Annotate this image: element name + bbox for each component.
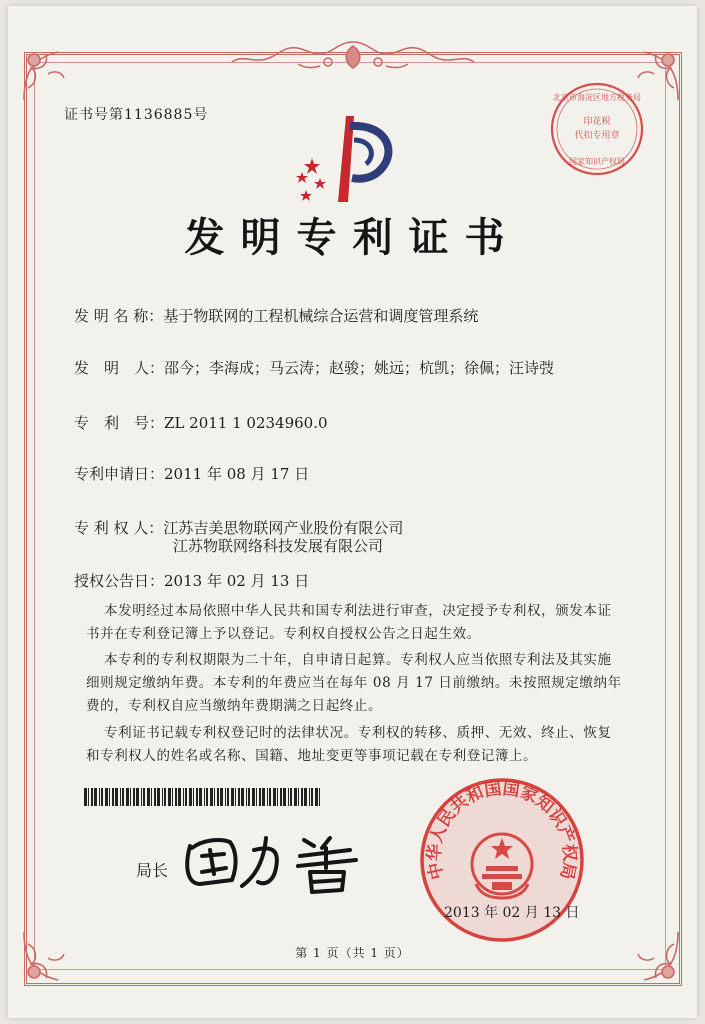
director-label: 局长	[136, 861, 169, 880]
patent-number-label: 专 利 号：	[74, 414, 165, 432]
inventors-label: 发 明 人：	[74, 359, 165, 377]
svg-text:北京市海淀区地方税务局: 北京市海淀区地方税务局	[553, 93, 641, 102]
invention-name-label: 发 明 名 称：	[74, 307, 164, 325]
svg-text:代扣专用章: 代扣专用章	[574, 131, 620, 141]
patentee-value-2: 江苏物联网络科技发展有限公司	[173, 537, 384, 555]
invention-name-value: 基于物联网的工程机械综合运营和调度管理系统	[163, 307, 479, 325]
top-ornament-icon	[228, 38, 478, 72]
filing-date-value: 2011 年 08 月 17 日	[164, 465, 310, 483]
grant-date-label: 授权公告日：	[74, 572, 165, 590]
tax-stamp-icon	[548, 80, 646, 178]
paragraph-1: 本发明经过本局依照中华人民共和国专利法进行审查，决定授予专利权，颁发本证书并在专利登记簿上予以登记。专利权自授权公告之日起生效。	[86, 603, 612, 642]
inventors-value: 邵今；李海成；马云涛；赵骏；姚远；杭凯；徐佩；汪诗弢	[164, 359, 555, 377]
patentee-value-1: 江苏吉美思物联网产业股份有限公司	[163, 519, 404, 537]
barcode-icon	[84, 788, 324, 806]
director-signature-icon	[180, 820, 380, 900]
grant-date-value: 2013 年 02 月 13 日	[164, 572, 310, 590]
filing-date-label: 专利申请日：	[74, 465, 165, 483]
certificate-title: 发明专利证书	[184, 215, 521, 261]
inventors-row	[74, 357, 554, 378]
patent-number-value: ZL 2011 1 0234960.0	[164, 414, 328, 432]
svg-text:印花税: 印花税	[583, 117, 611, 127]
filing-date-row	[74, 463, 309, 484]
seal-text: 中华人民共和国国家知识产权局	[424, 778, 580, 882]
certificate-number: 证书号第1136885号	[64, 107, 209, 123]
patent-office-logo-icon	[292, 112, 404, 204]
corner-ornament-icon	[18, 44, 80, 106]
patent-number-row	[74, 412, 328, 433]
paragraph-2: 本专利的专利权期限为二十年，自申请日起算。专利权人应当依照专利法及其实施细则规定缴纳年费。本专利的年费应当在每年 08 月 17 日前缴纳。未按照规定缴纳年费的，专利权自应当缴纳年费期满之日起终止。	[86, 652, 622, 714]
grant-date-row	[74, 570, 309, 591]
svg-text:国家知识产权局: 国家知识产权局	[569, 157, 625, 166]
paragraph-3: 专利证书记载专利权登记时的法律状况。专利权的转移、质押、无效、终止、恢复和专利权人的姓名或名称、国籍、地址变更等事项记载在专利登记簿上。	[86, 725, 612, 764]
seal-date: 2013 年 02 月 13 日	[444, 905, 580, 921]
page-number: 第 1 页（共 1 页）	[295, 946, 410, 960]
patentee-label: 专 利 权 人：	[74, 519, 164, 537]
invention-name-row	[74, 305, 478, 326]
